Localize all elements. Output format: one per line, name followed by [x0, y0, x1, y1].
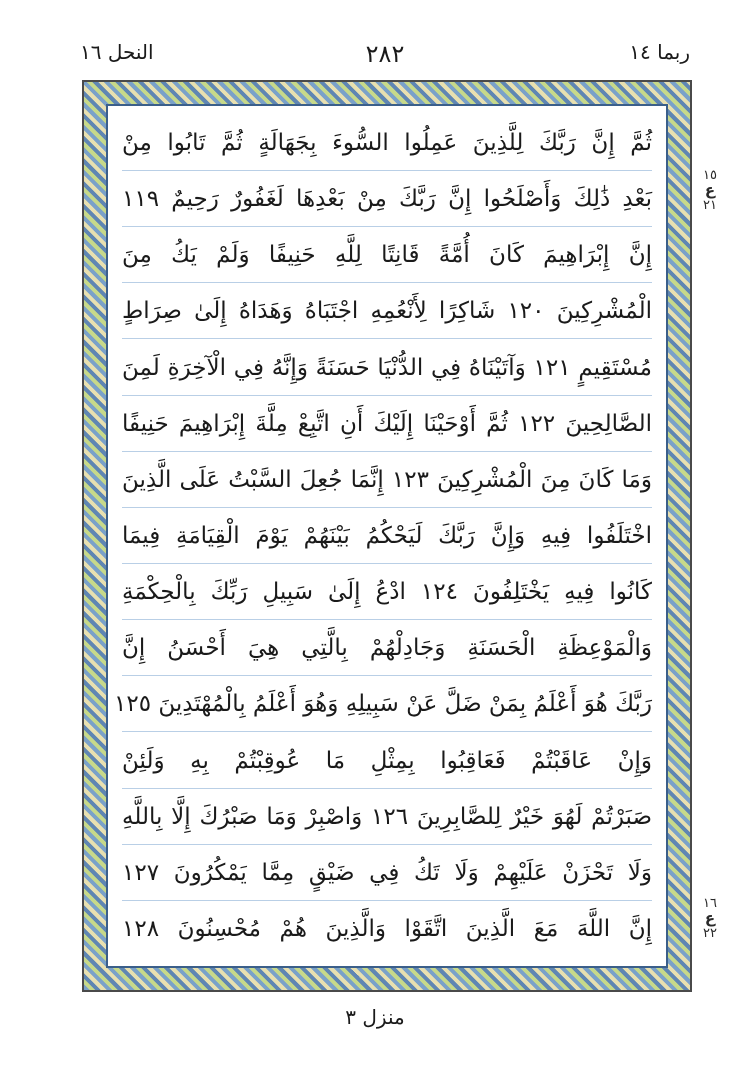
verse-line: رَبَّكَ هُوَ أَعْلَمُ بِمَنْ ضَلَّ عَنْ سَبِيلِهِ وَهُوَ أَعْلَمُ بِالْمُهْتَدِينَ ١٢٥ [122, 677, 652, 732]
page-header [80, 40, 690, 76]
ornamental-border [82, 80, 692, 992]
ruku-verse-count: ٢٢ [703, 926, 717, 941]
verse-line: صَبَرْتُمْ لَهُوَ خَيْرٌ لِلصَّابِرِينَ ١٢٦ وَاصْبِرْ وَمَا صَبْرُكَ إِلَّا بِاللَّهِ [122, 790, 652, 845]
verse-line: وَلَا تَحْزَنْ عَلَيْهِمْ وَلَا تَكُ فِي ضَيْقٍ مِمَّا يَمْكُرُونَ ١٢٧ [122, 846, 652, 901]
verse-line: بَعْدِ ذَٰلِكَ وَأَصْلَحُوا إِنَّ رَبَّكَ مِنْ بَعْدِهَا لَغَفُورٌ رَحِيمٌ ١١٩ [122, 172, 652, 227]
ruku-symbol: ع [704, 909, 716, 927]
verse-line: ثُمَّ إِنَّ رَبَّكَ لِلَّذِينَ عَمِلُوا السُّوءَ بِجَهَالَةٍ ثُمَّ تَابُوا مِنْ [122, 116, 652, 171]
surah-name: النحل ١٦ [80, 40, 154, 64]
verse-line: الصَّالِحِينَ ١٢٢ ثُمَّ أَوْحَيْنَا إِلَيْكَ أَنِ اتَّبِعْ مِلَّةَ إِبْرَاهِيمَ حَنِيفًا [122, 397, 652, 452]
verse-line: الْمُشْرِكِينَ ١٢٠ شَاكِرًا لِأَنْعُمِهِ اجْتَبَاهُ وَهَدَاهُ إِلَىٰ صِرَاطٍ [122, 284, 652, 339]
ruku-number: ١٥ [703, 168, 717, 183]
verse-line: وَالْمَوْعِظَةِ الْحَسَنَةِ وَجَادِلْهُمْ بِالَّتِي هِيَ أَحْسَنُ إِنَّ [122, 621, 652, 676]
verse-line: إِنَّ اللَّهَ مَعَ الَّذِينَ اتَّقَوْا وَالَّذِينَ هُمْ مُحْسِنُونَ ١٢٨ [122, 915, 652, 942]
ruku-marker [698, 168, 722, 213]
verse-line: إِنَّ إِبْرَاهِيمَ كَانَ أُمَّةً قَانِتًا لِلَّهِ حَنِيفًا وَلَمْ يَكُ مِنَ [122, 228, 652, 283]
ruku-number: ١٦ [703, 896, 717, 911]
verse-line: كَانُوا فِيهِ يَخْتَلِفُونَ ١٢٤ ادْعُ إِلَىٰ سَبِيلِ رَبِّكَ بِالْحِكْمَةِ [122, 565, 652, 620]
verse-line: وَإِنْ عَاقَبْتُمْ فَعَاقِبُوا بِمِثْلِ مَا عُوقِبْتُمْ بِهِ وَلَئِنْ [122, 734, 652, 789]
verse-line: وَمَا كَانَ مِنَ الْمُشْرِكِينَ ١٢٣ إِنَّمَا جُعِلَ السَّبْتُ عَلَى الَّذِينَ [122, 453, 652, 508]
verse-line: مُسْتَقِيمٍ ١٢١ وَآتَيْنَاهُ فِي الدُّنْيَا حَسَنَةً وَإِنَّهُ فِي الْآخِرَةِ لَمِنَ [122, 341, 652, 396]
page-number: ٢٨٢ [365, 40, 405, 68]
ruku-symbol: ع [704, 181, 716, 199]
para-name: ربما ١٤ [629, 40, 690, 64]
ruku-verse-count: ٢١ [703, 198, 717, 213]
verse-lines [114, 116, 653, 956]
manzil-label: منزل ٣ [345, 1005, 405, 1029]
ruku-marker [698, 896, 722, 941]
text-frame [106, 104, 668, 968]
verse-line: اخْتَلَفُوا فِيهِ وَإِنَّ رَبَّكَ لَيَحْكُمُ بَيْنَهُمْ يَوْمَ الْقِيَامَةِ فِيمَا [122, 509, 652, 564]
